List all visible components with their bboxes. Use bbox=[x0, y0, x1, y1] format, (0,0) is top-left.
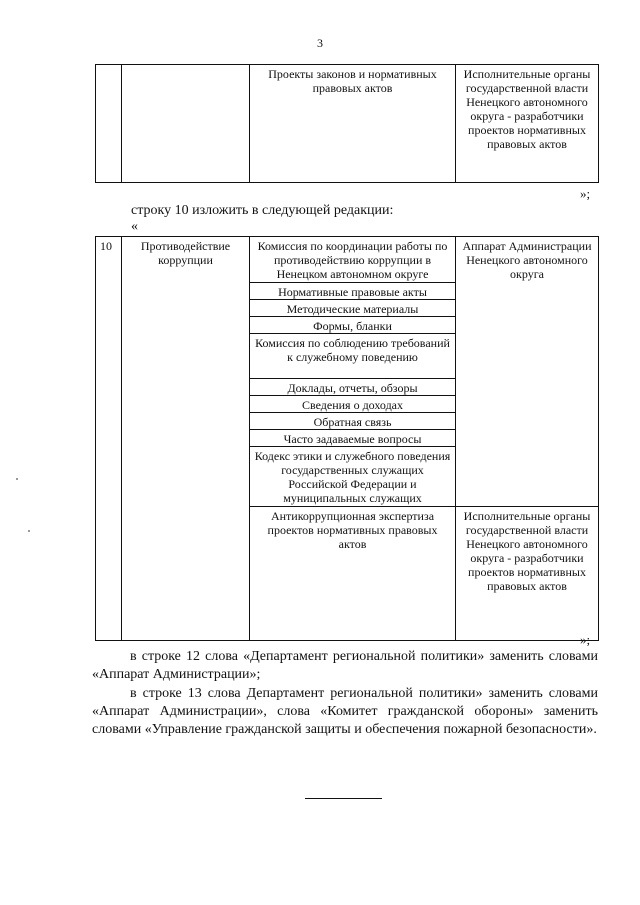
closing-quote: »; bbox=[580, 186, 591, 201]
table-continuation bbox=[95, 64, 599, 183]
scan-speck bbox=[28, 530, 30, 532]
cell-section: Противодействие коррупции bbox=[122, 237, 250, 641]
cell-item: Обратная связь bbox=[250, 413, 456, 430]
cell-item: Сведения о доходах bbox=[250, 396, 456, 413]
paragraph-row-12: в строке 12 слова «Департамент региональной политики» заменить словами «Аппарат Администрации»; bbox=[92, 649, 598, 682]
cell-item: Комиссия по соблюдению требований к служебному поведению bbox=[250, 334, 456, 379]
scan-speck bbox=[16, 478, 18, 480]
cell-item: Нормативные правовые акты bbox=[250, 283, 456, 300]
table-row-10 bbox=[95, 236, 599, 641]
cell-responsible-1: Аппарат Администрации Ненецкого автономного округа bbox=[456, 237, 599, 507]
table-row bbox=[96, 237, 599, 283]
instruction-text: строку 10 изложить в следующей редакции: bbox=[131, 203, 394, 218]
cell-item: Антикоррупционная экспертиза проектов нормативных правовых актов bbox=[250, 507, 456, 641]
table-row bbox=[96, 65, 599, 183]
cell-empty-num bbox=[96, 65, 122, 183]
paragraph-row-13: в строке 13 слова Департамент региональной политики» заменить словами «Аппарат Администрации», слова «Комитет гражданской обороны» заменить словами «Управление гражданской защиты и обеспечения пожарной безопасности». bbox=[92, 686, 598, 737]
cell-item: Методические материалы bbox=[250, 300, 456, 317]
opening-quote: « bbox=[131, 219, 138, 234]
cell-content-type: Проекты законов и нормативных правовых актов bbox=[250, 65, 456, 183]
cell-responsible: Исполнительные органы государственной власти Ненецкого автономного округа - разработчики проектов нормативных правовых актов bbox=[456, 65, 599, 183]
cell-row-number: 10 bbox=[96, 237, 122, 641]
cell-item: Доклады, отчеты, обзоры bbox=[250, 379, 456, 396]
cell-empty-section bbox=[122, 65, 250, 183]
cell-responsible-2: Исполнительные органы государственной власти Ненецкого автономного округа - разработчики проектов нормативных правовых актов bbox=[456, 507, 599, 641]
separator-line bbox=[305, 798, 382, 799]
closing-quote: »; bbox=[580, 632, 591, 647]
cell-item: Формы, бланки bbox=[250, 317, 456, 334]
cell-item: Комиссия по координации работы по противодействию коррупции в Ненецком автономном округе bbox=[250, 237, 456, 283]
cell-item: Кодекс этики и служебного поведения государственных служащих Российской Федерации и муниципальных служащих bbox=[250, 447, 456, 507]
cell-item: Часто задаваемые вопросы bbox=[250, 430, 456, 447]
page-number: 3 bbox=[317, 36, 323, 50]
